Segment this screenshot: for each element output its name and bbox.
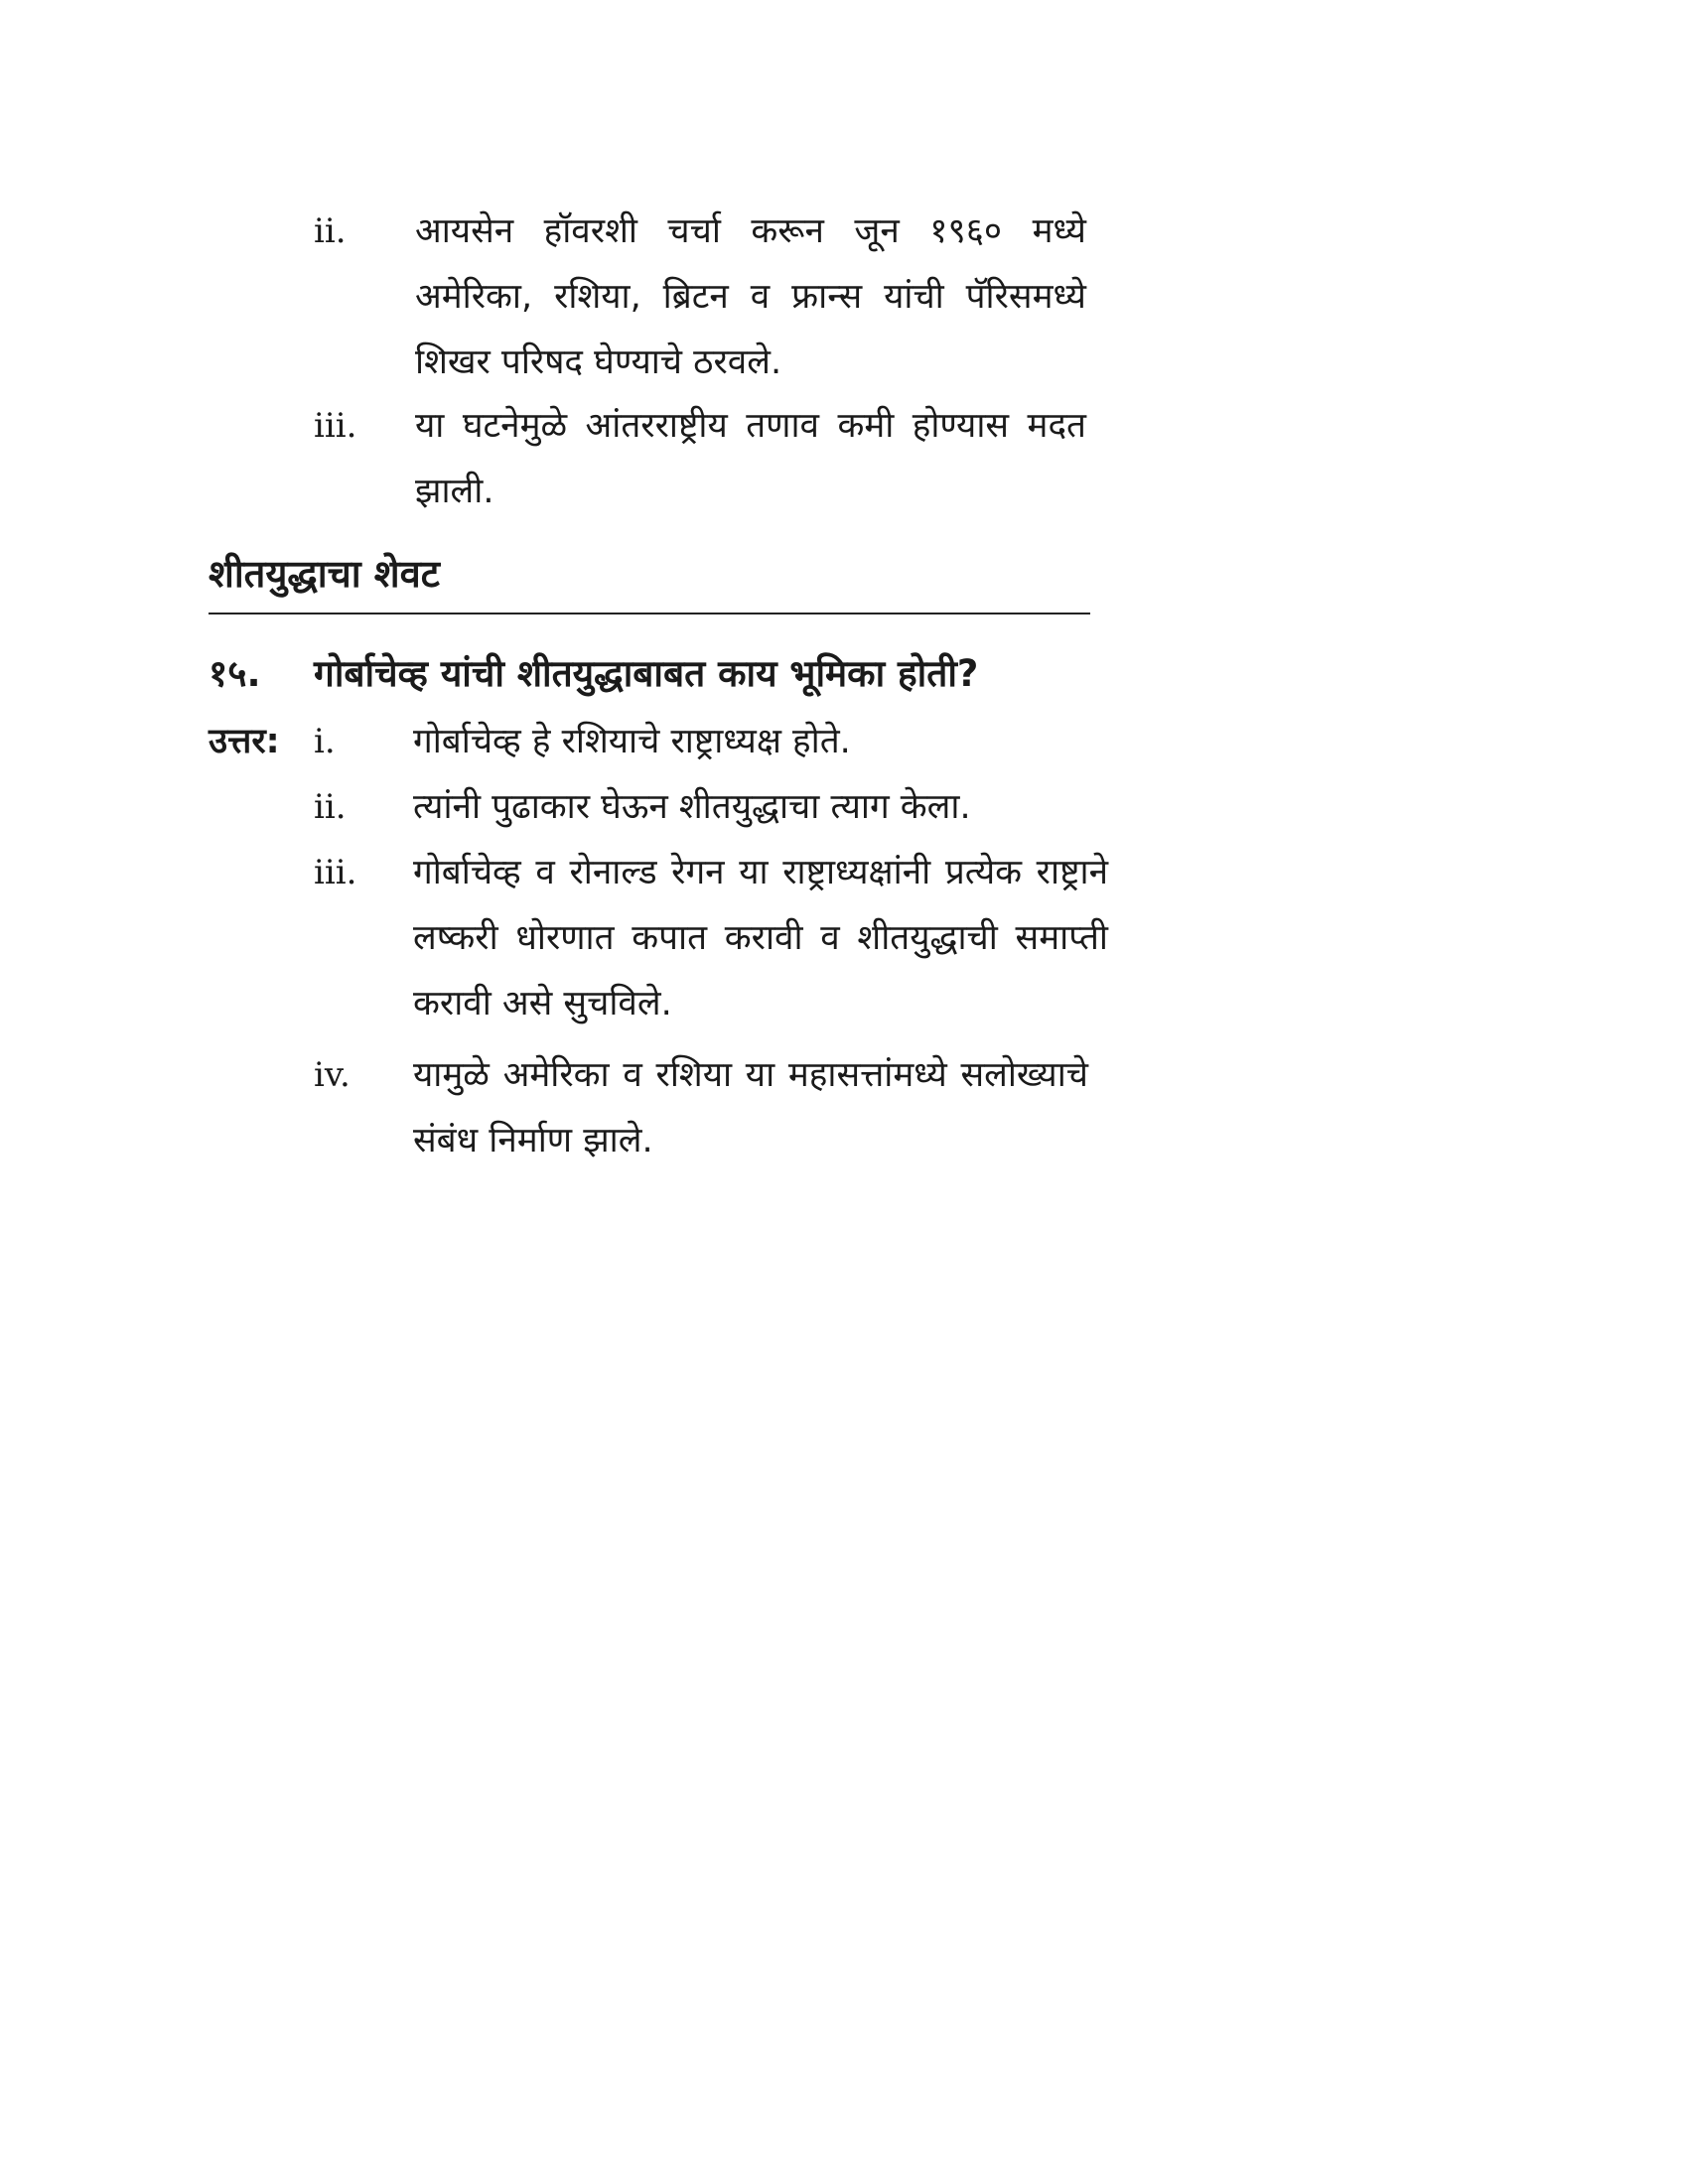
answer-label: उत्तर: <box>209 722 280 761</box>
item-label: ii. <box>314 211 347 251</box>
answer-item-label: iii. <box>314 853 357 892</box>
item-text: या घटनेमुळे आंतरराष्ट्रीय तणाव कमी होण्यास मदत झाली. <box>415 406 1086 511</box>
answer-item-text: यामुळे अमेरिका व रशिया या महासत्तांमध्ये सलोख्याचे संबंध निर्माण झाले. <box>413 1055 1088 1160</box>
answer-item-label: i. <box>314 722 336 761</box>
answer-item-text: गोर्बाचेव्ह व रोनाल्ड रेगन या राष्ट्राध्यक्षांनी प्रत्येक राष्ट्राने लष्करी धोरणात कपात करावी व शीतयुद्धाची समाप्ती करावी असे सुचविले. <box>413 853 1108 1024</box>
heading-underline <box>209 613 1090 614</box>
item-label: iii. <box>314 406 357 446</box>
question-number: १५. <box>209 652 261 695</box>
item-text: आयसेन हॉवरशी चर्चा करून जून १९६० मध्ये अमेरिका, रशिया, ब्रिटन व फ्रान्स यांची पॅरिसमध्ये शिखर परिषद घेण्याचे ठरवले. <box>415 211 1086 382</box>
answer-item-text: गोर्बाचेव्ह हे रशियाचे राष्ट्राध्यक्ष होते. <box>413 722 851 761</box>
section-heading: शीतयुद्धाचा शेवट <box>209 552 440 596</box>
answer-item-label: ii. <box>314 787 347 827</box>
answer-item-text: त्यांनी पुढाकार घेऊन शीतयुद्धाचा त्याग केला. <box>413 787 971 827</box>
question-text: गोर्बाचेव्ह यांची शीतयुद्धाबाबत काय भूमिका होती? <box>314 652 979 695</box>
answer-item-label: iv. <box>314 1055 351 1095</box>
